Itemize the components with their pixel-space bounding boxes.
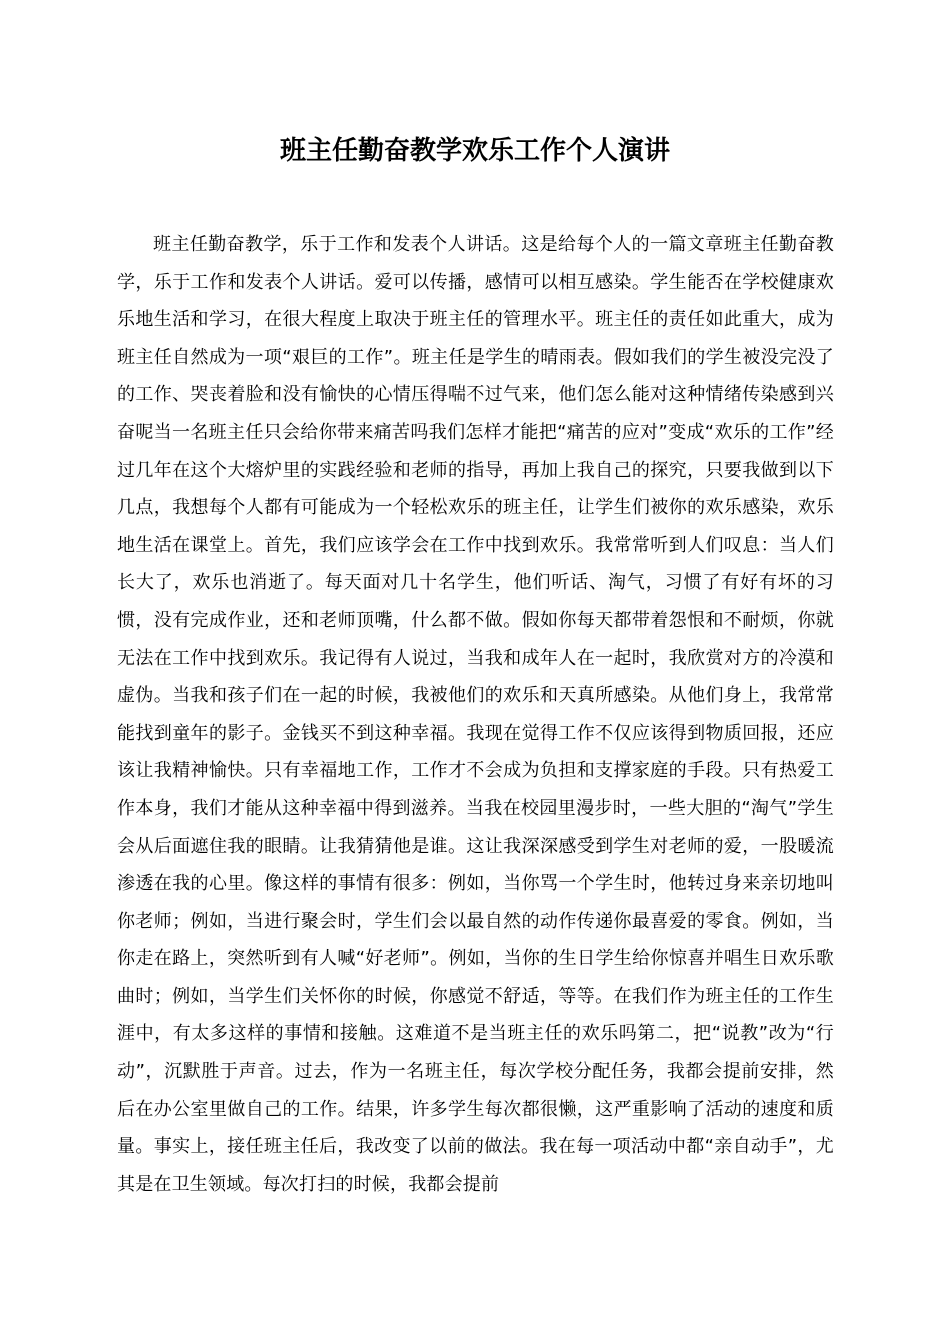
document-title: 班主任勤奋教学欢乐工作个人演讲 <box>279 136 670 166</box>
document-body-paragraph: 班主任勤奋教学，乐于工作和发表个人讲话。这是给每个人的一篇文章班主任勤奋教学，乐于工作和发表个人讲话。爱可以传播，感情可以相互感染。学生能否在学校健康欢乐地生活和学习，在很大程度上取决于班主任的管理水平。班主任的责任如此重大，成为班主任自然成为一项“艰巨的工作”。班主任是学生的晴雨表。假如我们的学生被没完没了的工作、哭丧着脸和没有愉快的心情压得喘不过气来，他们怎么能对这种情绪传染感到兴奋呢当一名班主任只会给你带来痛苦吗我们怎样才能把“痛苦的应对”变成“欢乐的工作”经过几年在这个大熔炉里的实践经验和老师的指导，再加上我自己的探究，只要我做到以下几点，我想每个人都有可能成为一个轻松欢乐的班主任，让学生们被你的欢乐感染，欢乐地生活在课堂上。首先，我们应该学会在工作中找到欢乐。我常常听到人们叹息：当人们长大了，欢乐也消逝了。每天面对几十名学生，他们听话、淘气，习惯了有好有坏的习惯，没有完成作业，还和老师顶嘴，什么都不做。假如你每天都带着怨恨和不耐烦，你就无法在工作中找到欢乐。我记得有人说过，当我和成年人在一起时，我欣赏对方的冷漠和虚伪。当我和孩子们在一起的时候，我被他们的欢乐和天真所感染。从他们身上，我常常能找到童年的影子。金钱买不到这种幸福。我现在觉得工作不仅应该得到物质回报，还应该让我精神愉快。只有幸福地工作，工作才不会成为负担和支撑家庭的手段。只有热爱工作本身，我们才能从这种幸福中得到滋养。当我在校园里漫步时，一些大胆的“淘气”学生会从后面遮住我的眼睛。让我猜猜他是谁。这让我深深感受到学生对老师的爱，一股暖流渗透在我的心里。像这样的事情有很多：例如，当你骂一个学生时，他转过身来亲切地叫你老师；例如，当进行聚会时，学生们会以最自然的动作传递你最喜爱的零食。例如，当你走在路上，突然听到有人喊“好老师”。例如，当你的生日学生给你惊喜并唱生日欢乐歌曲时；例如，当学生们关怀你的时候，你感觉不舒适，等等。在我们作为班主任的工作生涯中，有太多这样的事情和接触。这难道不是当班主任的欢乐吗第二，把“说教”改为“行动”，沉默胜于声音。过去，作为一名班主任，每次学校分配任务，我都会提前安排，然后在办公室里做自己的工作。结果，许多学生每次都很懒，这严重影响了活动的速度和质量。事实上，接任班主任后，我改变了以前的做法。我在每一项活动中都“亲自动手”，尤其是在卫生领域。每次打扫的时候，我都会提前 <box>117 234 834 1195</box>
